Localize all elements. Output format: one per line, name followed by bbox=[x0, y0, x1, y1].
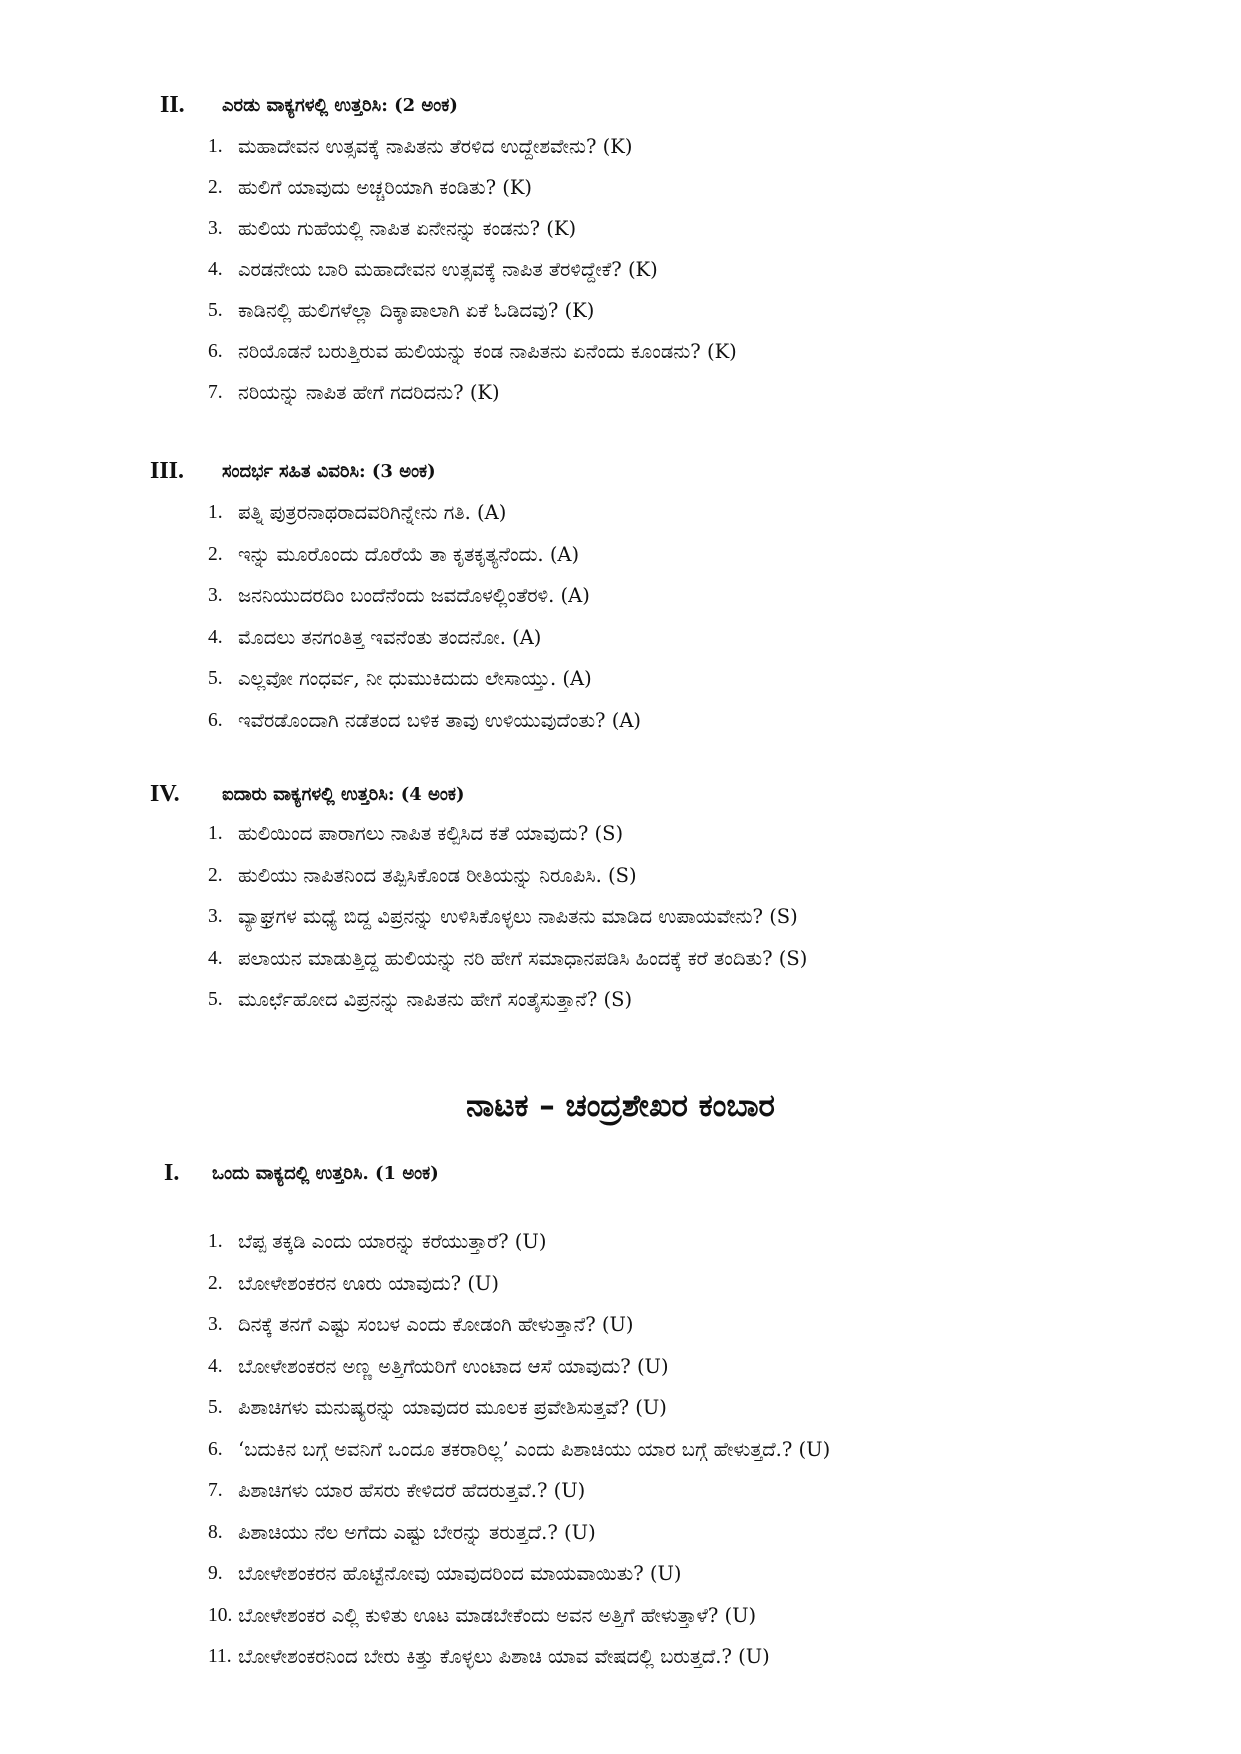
question-text: ಹುಲಿಯಿಂದ ಪಾರಾಗಲು ನಾಪಿತ ಕಲ್ಪಿಸಿದ ಕತೆ ಯಾವುದು? (S) bbox=[238, 822, 624, 845]
question-number: 5. bbox=[208, 1397, 223, 1418]
question-number: 6. bbox=[208, 341, 223, 362]
question-text: ಬೆಪ್ಪ ತಕ್ಕಡಿ ಎಂದು ಯಾರನ್ನು ಕರೆಯುತ್ತಾರೆ? (U) bbox=[238, 1230, 547, 1253]
question-number: 4. bbox=[208, 1355, 223, 1377]
question-number: 7. bbox=[208, 382, 223, 403]
question-text: ಮಹಾದೇವನ ಉತ್ಸವಕ್ಕೆ ನಾಪಿತನು ತೆರಳಿದ ಉದ್ದೇಶವೇನು? (K) bbox=[238, 135, 633, 158]
question-number: 1. bbox=[208, 823, 223, 844]
question-text: ಹುಲಿಯ ಗುಹೆಯಲ್ಲಿ ನಾಪಿತ ಏನೇನನ್ನು ಕಂಡನು? (K) bbox=[238, 217, 577, 240]
question-text: ಮೂರ್ಛೆಹೋದ ವಿಪ್ರನನ್ನು ನಾಪಿತನು ಹೇಗೆ ಸಂತೈಸುತ್ತಾನೆ? (S) bbox=[238, 988, 633, 1011]
question-text: ಮೊದಲು ತನಗಂತಿತ್ತ ಇವನೆಂತು ತಂದನೋ. (A) bbox=[238, 625, 542, 649]
question-text: ಹುಲಿಯು ನಾಪಿತನಿಂದ ತಪ್ಪಿಸಿಕೊಂಡ ರೀತಿಯನ್ನು ನಿರೂಪಿಸಿ. (S) bbox=[238, 863, 637, 887]
question-text: ಪಿಶಾಚಿಗಳು ಮನುಷ್ಯರನ್ನು ಯಾವುದರ ಮೂಲಕ ಪ್ರವೇಶಿಸುತ್ತವೆ? (U) bbox=[238, 1396, 667, 1419]
question-text: ದಿನಕ್ಕೆ ತನಗೆ ಎಷ್ಟು ಸಂಬಳ ಎಂದು ಕೋಡಂಗಿ ಹೇಳುತ್ತಾನೆ? (U) bbox=[238, 1313, 634, 1336]
question-number: 10. bbox=[208, 1604, 233, 1626]
section-title: ಐದಾರು ವಾಕ್ಯಗಳಲ್ಲಿ ಉತ್ತರಿಸಿ: (4 ಅಂಕ) bbox=[222, 784, 465, 805]
drama-section-one bbox=[0, 1160, 1241, 1668]
question-number: 4. bbox=[208, 259, 223, 280]
section-title: ಸಂದರ್ಭ ಸಹಿತ ವಿವರಿಸಿ: (3 ಅಂಕ) bbox=[222, 461, 436, 482]
question-number: 3. bbox=[208, 1314, 223, 1335]
question-number: 2. bbox=[208, 1272, 223, 1294]
question-number: 2. bbox=[208, 543, 223, 565]
question-number: 1. bbox=[208, 502, 223, 523]
question-text: ಇನ್ನು ಮೂರೊಂದು ದೊರೆಯೆ ತಾ ಕೃತಕೃತ್ಯನೆಂದು. (A) bbox=[238, 542, 580, 566]
section-header bbox=[0, 781, 1241, 821]
question-text: ಎರಡನೇಯ ಬಾರಿ ಮಹಾದೇವನ ಉತ್ಸವಕ್ಕೆ ನಾಪಿತ ತೆರಳಿದ್ದೇಕೆ? (K) bbox=[238, 258, 658, 281]
question-number: 9. bbox=[208, 1563, 223, 1584]
question-number: 2. bbox=[208, 177, 223, 198]
question-number: 6. bbox=[208, 709, 223, 731]
section-numeral: III. bbox=[150, 458, 185, 484]
section-numeral: I. bbox=[164, 1160, 180, 1186]
section-four bbox=[0, 781, 1241, 1011]
question-text: ಬೋಳೇಶಂಕರನಿಂದ ಬೇರು ಕಿತ್ತು ಕೊಳ್ಳಲು ಪಿಶಾಚಿ ಯಾವ ವೇಷದಲ್ಲಿ ಬರುತ್ತದೆ.? (U) bbox=[238, 1645, 770, 1668]
question-text: ಬೋಳೇಶಂಕರನ ಹೊಟ್ಟೆನೋವು ಯಾವುದರಿಂದ ಮಾಯವಾಯಿತು? (U) bbox=[238, 1562, 682, 1585]
question-number: 5. bbox=[208, 668, 223, 689]
question-number: 7. bbox=[208, 1480, 223, 1501]
question-text: ಪಿಶಾಚಿಗಳು ಯಾರ ಹೆಸರು ಕೇಳಿದರೆ ಹೆದರುತ್ತವೆ.? (U) bbox=[238, 1479, 586, 1502]
question-text: ಪಲಾಯನ ಮಾಡುತ್ತಿದ್ದ ಹುಲಿಯನ್ನು ನರಿ ಹೇಗೆ ಸಮಾಧಾನಪಡಿಸಿ ಹಿಂದಕ್ಕೆ ಕರೆ ತಂದಿತು? (S) bbox=[238, 946, 808, 970]
section-numeral: IV. bbox=[150, 781, 180, 807]
question-number: 1. bbox=[208, 136, 223, 157]
question-text: ನರಿಯನ್ನು ನಾಪಿತ ಹೇಗೆ ಗದರಿದನು? (K) bbox=[238, 381, 500, 404]
question-text: ಎಲ್ಲವೋ ಗಂಧರ್ವ, ನೀ ಧುಮುಕಿದುದು ಲೇಸಾಯ್ತು. (A) bbox=[238, 667, 592, 690]
section-title: ಎರಡು ವಾಕ್ಯಗಳಲ್ಲಿ ಉತ್ತರಿಸಿ: (2 ಅಂಕ) bbox=[222, 95, 458, 116]
question-text: ಪಿಶಾಚಿಯು ನೆಲ ಅಗೆದು ಎಷ್ಟು ಬೇರನ್ನು ತರುತ್ತದೆ.? (U) bbox=[238, 1520, 596, 1544]
question-text: ‘ಬದುಕಿನ ಬಗ್ಗೆ ಅವನಿಗೆ ಒಂದೂ ತಕರಾರಿಲ್ಲ’ ಎಂದು ಪಿಶಾಚಿಯು ಯಾರ ಬಗ್ಗೆ ಹೇಳುತ್ತದೆ.? (U) bbox=[238, 1437, 831, 1461]
question-text: ಪತ್ನಿ ಪುತ್ರರನಾಥರಾದವರಿಗಿನ್ನೇನು ಗತಿ. (A) bbox=[238, 501, 507, 524]
question-number: 4. bbox=[208, 626, 223, 648]
question-number: 3. bbox=[208, 218, 223, 239]
question-text: ನರಿಯೊಡನೆ ಬರುತ್ತಿರುವ ಹುಲಿಯನ್ನು ಕಂಡ ನಾಪಿತನು ಏನೆಂದು ಕೂಂಡನು? (K) bbox=[238, 340, 737, 363]
section-header bbox=[0, 1160, 1241, 1200]
section-two bbox=[0, 92, 1241, 404]
section-title: ಒಂದು ವಾಕ್ಯದಲ್ಲಿ ಉತ್ತರಿಸಿ. (1 ಅಂಕ) bbox=[212, 1163, 439, 1184]
question-number: 2. bbox=[208, 864, 223, 886]
question-number: 4. bbox=[208, 947, 223, 969]
question-number: 6. bbox=[208, 1438, 223, 1460]
question-number: 8. bbox=[208, 1521, 223, 1543]
section-three bbox=[0, 458, 1241, 732]
question-text: ಜನನಿಯುದರದಿಂ ಬಂದೆನೆಂದು ಜವದೊಳಲ್ಲಿಂತೆರಳಿ. (A) bbox=[238, 584, 590, 607]
question-number: 3. bbox=[208, 906, 223, 927]
drama-heading: ನಾಟಕ – ಚಂದ್ರಶೇಖರ ಕಂಬಾರ bbox=[466, 1088, 775, 1124]
question-text: ಇವೆರಡೊಂದಾಗಿ ನಡೆತಂದ ಬಳಿಕ ತಾವು ಉಳಿಯುವುದೆಂತು? (A) bbox=[238, 708, 642, 732]
question-text: ಹುಲಿಗೆ ಯಾವುದು ಅಚ್ಚರಿಯಾಗಿ ಕಂಡಿತು? (K) bbox=[238, 176, 533, 199]
question-number: 11. bbox=[208, 1646, 232, 1667]
question-number: 5. bbox=[208, 989, 223, 1010]
question-text: ಬೋಳೇಶಂಕರನ ಊರು ಯಾವುದು? (U) bbox=[238, 1271, 499, 1295]
question-text: ಬೋಳೇಶಂಕರನ ಅಣ್ಣ ಅತ್ತಿಗೆಯರಿಗೆ ಉಂಟಾದ ಆಸೆ ಯಾವುದು? (U) bbox=[238, 1354, 669, 1378]
section-header bbox=[0, 92, 1241, 132]
section-numeral: II. bbox=[160, 92, 185, 118]
question-text: ವ್ಯಾಘ್ರಗಳ ಮಧ್ಯೆ ಬಿದ್ದ ವಿಪ್ರನನ್ನು ಉಳಿಸಿಕೊಳ್ಳಲು ನಾಪಿತನು ಮಾಡಿದ ಉಪಾಯವೇನು? (S) bbox=[238, 905, 798, 928]
question-number: 5. bbox=[208, 300, 223, 321]
question-number: 3. bbox=[208, 585, 223, 606]
question-text: ಬೋಳೇಶಂಕರ ಎಲ್ಲಿ ಕುಳಿತು ಊಟ ಮಾಡಬೇಕೆಂದು ಅವನ ಅತ್ತಿಗೆ ಹೇಳುತ್ತಾಳೆ? (U) bbox=[238, 1603, 757, 1627]
section-header bbox=[0, 458, 1241, 498]
question-text: ಕಾಡಿನಲ್ಲಿ ಹುಲಿಗಳೆಲ್ಲಾ ದಿಕ್ಕಾಪಾಲಾಗಿ ಏಕೆ ಓಡಿದವು? (K) bbox=[238, 299, 595, 322]
question-number: 1. bbox=[208, 1231, 223, 1252]
